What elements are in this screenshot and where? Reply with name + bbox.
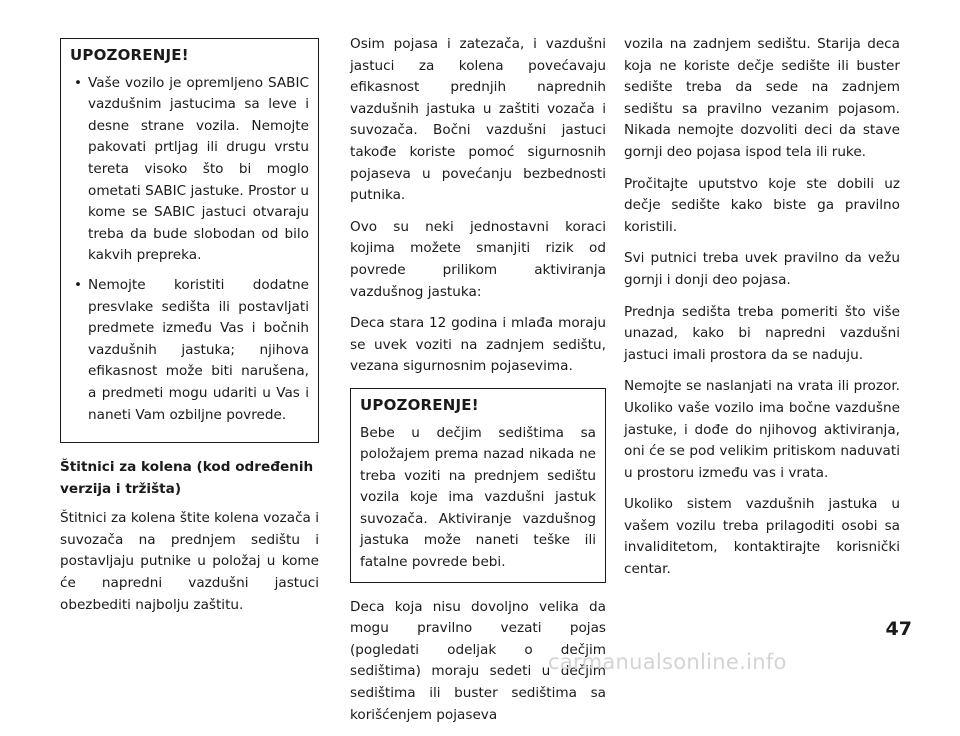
column-left — [60, 34, 319, 626]
paragraph: Ukoliko sistem vazdušnih jastuka u vašem vozilu treba prilagoditi osobi sa invaliditetom, kontaktirajte korisnički centar. — [624, 496, 900, 578]
warning-title: UPOZORENJE! — [70, 46, 189, 64]
warning-list — [70, 73, 309, 427]
section-heading-knee-bolsters: Štitnici za kolena (kod određenih verzija i tržišta) — [60, 459, 314, 497]
paragraph: vozila na zadnjem sedištu. Starija deca koja ne koriste dečje sedište ili buster sedište treba da sede na zadnjem sedištu sa pravilno vezanim pojasom. Nikada nemojte dozvoliti deci da stave gornji deo pojasa ispod tela ili ruke. — [624, 36, 900, 160]
column-middle — [350, 34, 606, 736]
page-number: 47 — [885, 618, 912, 640]
column-right — [624, 34, 900, 591]
paragraph: Osim pojasa i zatezača, i vazdušni jastuci za kolena povećavaju efikasnost prednjih naprednih vazdušnih jastuka u zaštiti vozača i suvozača. Bočni vazdušni jastuci takođe koriste pomoć sigurnosnih pojaseva u povećanju bezbednosti putnika. — [350, 36, 606, 204]
paragraph: Svi putnici treba uvek pravilno da vežu gornji i donji deo pojasa. — [624, 250, 900, 288]
paragraph: Štitnici za kolena štite kolena vozača i suvozača na prednjem sedištu i postavljaju putnike u položaj u kome će napredni vazdušni jastuci obezbediti najbolju zaštitu. — [60, 510, 319, 613]
warning-title: UPOZORENJE! — [360, 395, 479, 414]
paragraph: Nemojte se naslanjati na vrata ili prozor. Ukoliko vaše vozilo ima bočne vazdušne jastuke, i dođe do njihovog aktiviranja, oni će se pod velikim pritiskom naduvati u prostoru između vas i vrata. — [624, 378, 900, 481]
watermark: carmanualsonline.info — [548, 650, 787, 674]
warning-item: • Vaše vozilo je opremljeno SABIC vazdušnim jastucima sa leve i desne strane vozila. Nemojte pakovati prtljag ili drugu vrstu tereta visoko što bi moglo ometati SABIC jastuke. Prostor u kome se SABIC jastuci otvaraju treba da bude slobodan od bilo kakvih prepreka. — [70, 73, 309, 267]
paragraph: Deca stara 12 godina i mlađa moraju se uvek voziti na zadnjem sedištu, vezana sigurnosnim pojasevima. — [350, 315, 606, 375]
warning-text: Bebe u dečjim sedištima sa položajem prema nazad nikada ne treba voziti na prednjem sedištu vozila koje ima vazdušni jastuk suvozača. Aktiviranje vazdušnog jastuka može naneti teške ili fatalne povrede bebi. — [360, 424, 596, 571]
paragraph: Prednja sedišta treba pomeriti što više unazad, kako bi napredni vazdušni jastuci imali prostora da se naduju. — [624, 303, 900, 363]
paragraph: Ovo su neki jednostavni koraci kojima možete smanjiti rizik od povrede prilikom aktiviranja vazdušnog jastuka: — [350, 218, 606, 300]
paragraph: Pročitajte uputstvo koje ste dobili uz dečje sedište kako biste ga pravilno koristili. — [624, 175, 900, 235]
warning-box-sabic — [60, 38, 319, 443]
warning-box-infant-seat — [350, 388, 606, 583]
paragraph: Deca koja nisu dovoljno velika da mogu pravilno vezati pojas (pogledati odeljak o dečjim sedištima) moraju sedeti u dečjim sedištima ili buster sedištima sa korišćenjem pojaseva — [350, 598, 606, 723]
warning-item: • Nemojte koristiti dodatne presvlake sedišta ili postavljati predmete između Vas i bočnih vazdušnih jastuka; njihova efikasnost može biti narušena, a predmeti mogu udariti u Vas i naneti Vam ozbiljne povrede. — [70, 275, 309, 426]
